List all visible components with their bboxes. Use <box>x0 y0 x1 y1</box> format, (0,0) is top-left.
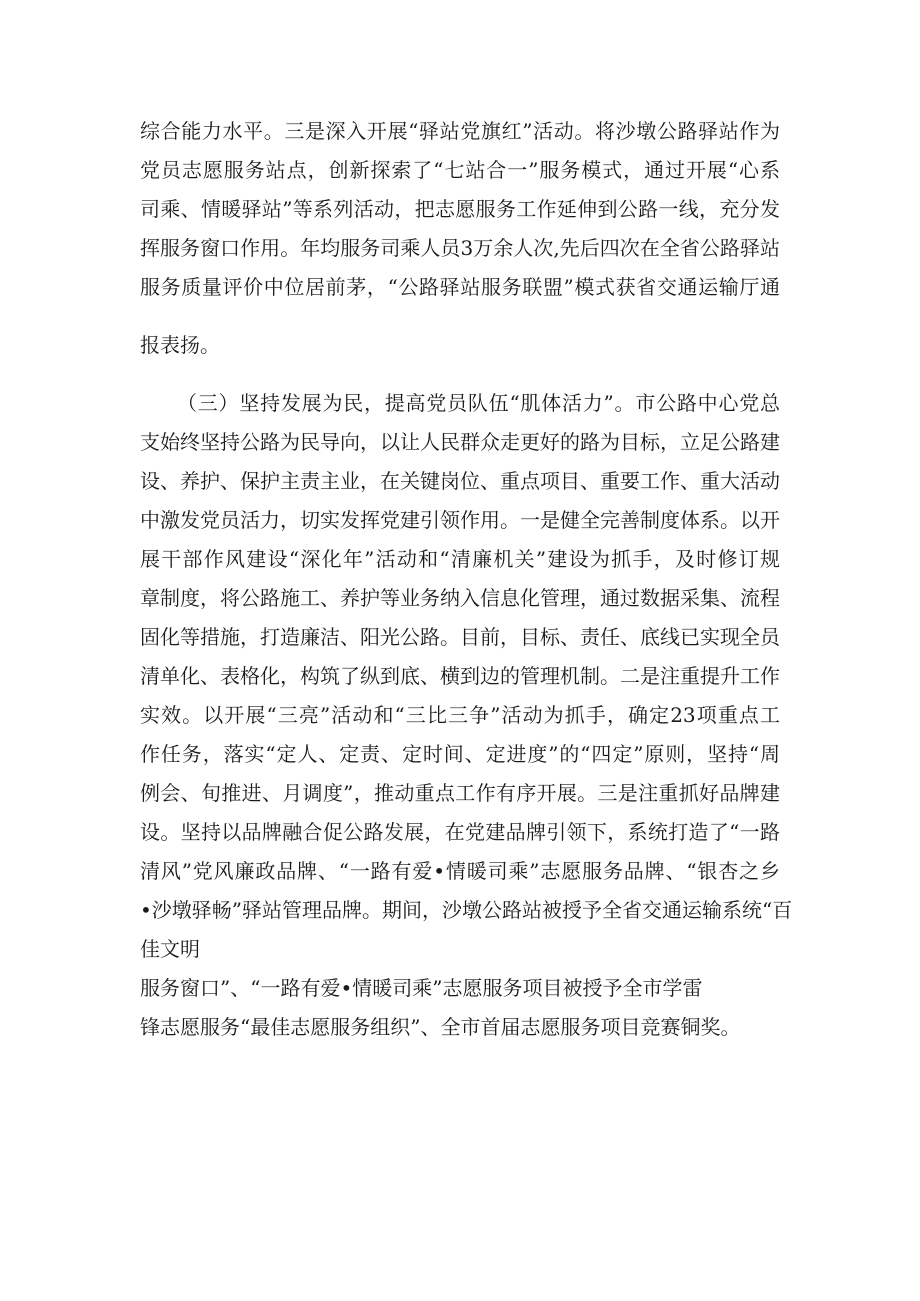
text-line: 作任务，落实“定人、定责、定时间、定进度”的“四定”原则，坚持“周 <box>140 742 780 766</box>
section-heading-line: （三）坚持发展为民，提高党员队伍“肌体活力”。市公路中心党总 <box>177 391 780 415</box>
text-line: 固化等措施，打造廉洁、阳光公路。目前，目标、责任、底线已实现全员 <box>140 625 780 649</box>
text-line: 中激发党员活力，切实发挥党建引领作用。一是健全完善制度体系。以开 <box>140 508 780 532</box>
text-line: 服务质量评价中位居前茅，“公路驿站服务联盟”模式获省交通运输厅通 <box>140 275 780 299</box>
text-line: 综合能力水平。三是深入开展“驿站党旗红”活动。将沙墩公路驿站作为 <box>140 119 780 143</box>
text-line: 服务窗口”、“一路有爱•情暖司乘”志愿服务项目被授予全市学雷 <box>140 976 703 1000</box>
text-line: 党员志愿服务站点，创新探索了“七站合一”服务模式，通过开展“心系 <box>140 158 780 182</box>
text-line: 展干部作风建设“深化年”活动和“清廉机关”建设为抓手，及时修订规 <box>140 547 780 571</box>
text-line: 锋志愿服务“最佳志愿服务组织”、全市首届志愿服务项目竞赛铜奖。 <box>140 1015 741 1039</box>
text-line: 设、养护、保护主责主业，在关键岗位、重点项目、重要工作、重大活动 <box>140 469 780 493</box>
text-line: 司乘、情暖驿站”等系列活动，把志愿服务工作延伸到公路一线，充分发 <box>140 197 780 221</box>
text-line: 实效。以开展“三亮”活动和“三比三争”活动为抓手，确定23项重点工 <box>140 703 780 727</box>
text-line: •沙墩驿畅”驿站管理品牌。期间，沙墩公路站被授予全省交通运输系统“百 <box>140 898 793 922</box>
text-line: 挥服务窗口作用。年均服务司乘人员3万余人次,先后四次在全省公路驿站 <box>140 236 780 260</box>
text-line: 设。坚持以品牌融合促公路发展，在党建品牌引领下，系统打造了“一路 <box>140 820 780 844</box>
text-line: 支始终坚持公路为民导向，以让人民群众走更好的路为目标，立足公路建 <box>140 430 780 454</box>
text-line: 清单化、表格化，构筑了纵到底、横到边的管理机制。二是注重提升工作 <box>140 664 780 688</box>
text-line: 报表扬。 <box>140 333 220 357</box>
text-line: 佳文明 <box>140 937 200 961</box>
text-line: 章制度，将公路施工、养护等业务纳入信息化管理，通过数据采集、流程 <box>140 586 780 610</box>
text-line: 清风”党风廉政品牌、“一路有爱•情暖司乘”志愿服务品牌、“银杏之乡 <box>140 859 780 883</box>
text-line: 例会、旬推进、月调度”，推动重点工作有序开展。三是注重抓好品牌建 <box>140 781 780 805</box>
